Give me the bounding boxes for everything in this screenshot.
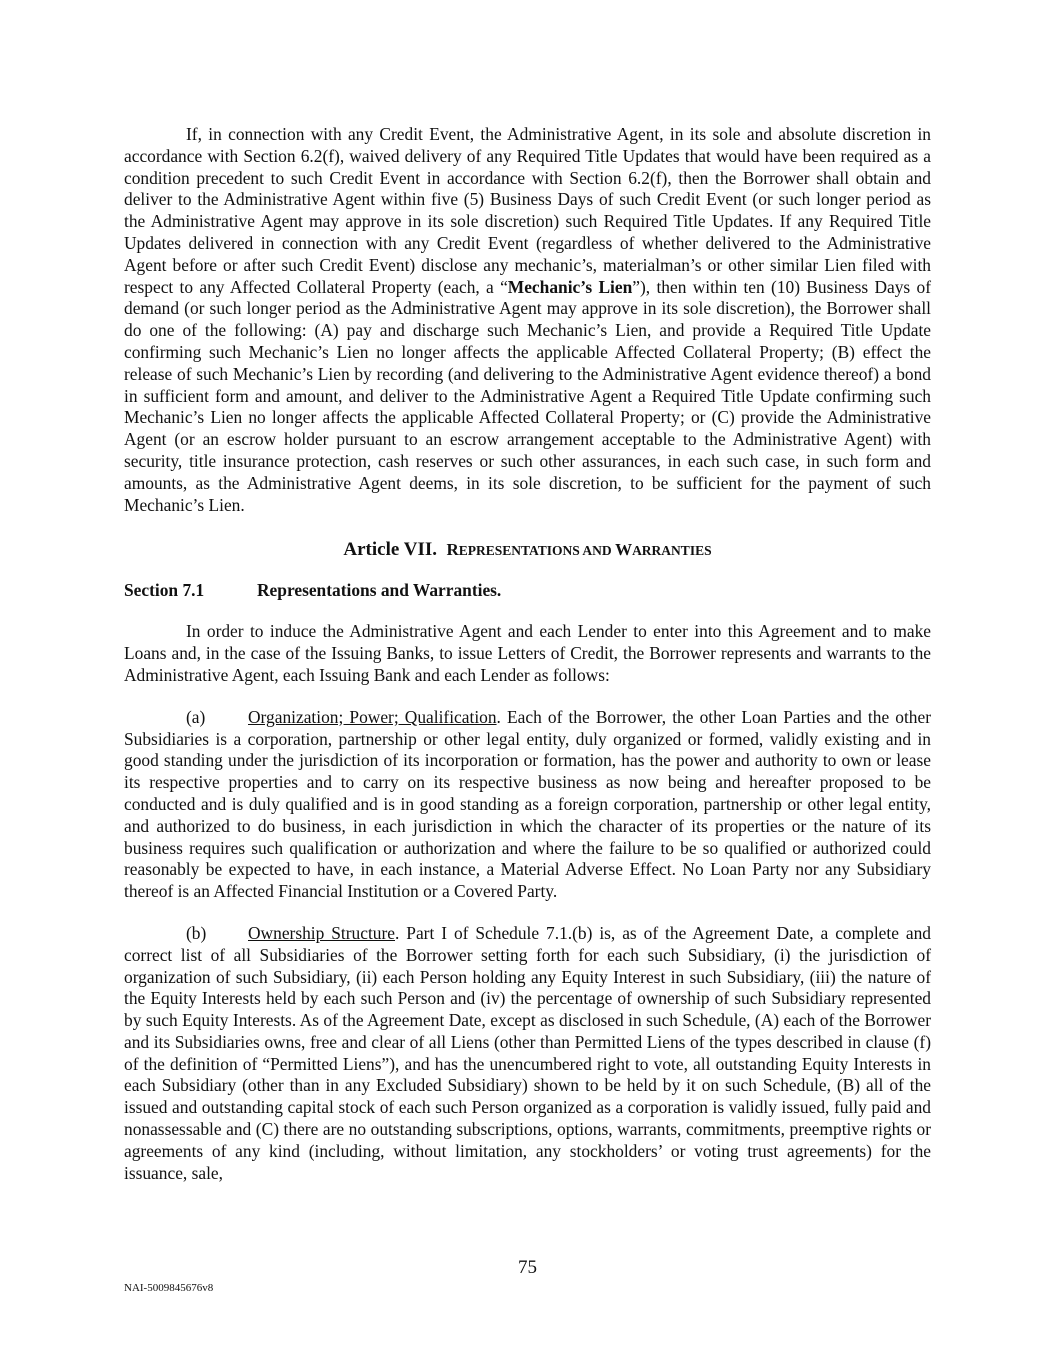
item-b-heading: Ownership Structure — [248, 922, 395, 943]
section-heading — [124, 579, 931, 601]
section-title: Representations and Warranties. — [257, 580, 502, 601]
item-b-label: (b) — [186, 922, 207, 943]
title-update-paragraph — [124, 124, 931, 516]
item-a-label: (a) — [186, 706, 206, 727]
intro-paragraph: In order to induce the Administrative Agent and each Lender to enter into this Agreement and to make Loans and, in the case of the Issuing Banks, to issue Letters of Credit, the Borrower represents and warrants to the Administrative Agent, each Issuing Bank and each Lender as follows: — [124, 621, 931, 685]
item-a-heading: Organization; Power; Qualification — [248, 706, 497, 727]
paragraph-text-part2: ”), then within ten (10) Business Days of demand (or such longer period as the Administrative Agent may approve in its sole discretion), the Borrower shall do one of the following: (A) pay and discharge such Mechanic’s Lien, and provide a Required Title Update confirming such Mechanic’s Lien no longer affects the applicable Affected Collateral Property; (B) effect the release of such Mechanic’s Lien by recording (and delivering to the Administrative Agent evidence thereof) a bond in sufficient form and amount, and deliver to the Administrative Agent a Required Title Update confirming such Mechanic’s Lien no longer affects the applicable Affected Collateral Property; or (C) provide the Administrative Agent (or an escrow holder pursuant to an escrow arrangement acceptable to the Administrative Agent) with security, title insurance protection, cash reserves or such other assurances, in each such case, in such form and amounts, as the Administrative Agent deems, in its sole discretion, to be sufficient for the payment of such Mechanic’s Lien. — [124, 276, 931, 515]
article-title-part2: ARRANTIES — [632, 543, 712, 559]
item-b-paragraph — [124, 923, 931, 1185]
page-number: 75 — [518, 1257, 537, 1278]
item-a-paragraph — [124, 707, 931, 903]
paragraph-text-part1: If, in connection with any Credit Event, the Administrative Agent, in its sole and absolute discretion in accordance with Section 6.2(f), waived delivery of any Required Title Updates that would have been required as a condition precedent to such Credit Event in accordance with Section 6.2(f), then the Borrower shall obtain and deliver to the Administrative Agent within five (5) Business Days of such Credit Event (or such longer period as the Administrative Agent may approve in its sole discretion) such Required Title Updates. If any Required Title Updates delivered in connection with any Credit Event (regardless of whether delivered to the Administrative Agent before or after such Credit Event) disclose any mechanic’s, materialman’s or other similar Lien filed with respect to any Affected Collateral Property (each, a “ — [124, 124, 931, 297]
document-page — [124, 124, 931, 1184]
item-b-text: . Part I of Schedule 7.1.(b) is, as of the Agreement Date, a complete and correct list of all Subsidiaries of the Borrower setting forth for each such Subsidiary, (i) the jurisdiction of organization of such Subsidiary, (ii) each Person holding any Equity Interest in such Subsidiary, (iii) the nature of the Equity Interests held by each such Person and (iv) the percentage of ownership of such Subsidiary represented by such Equity Interests. As of the Agreement Date, except as disclosed in such Schedule, (A) each of the Borrower and its Subsidiaries owns, free and clear of all Liens (other than Permitted Liens of the types described in clause (f) of the definition of “Permitted Liens”), and has the unencumbered right to vote, all outstanding Equity Interests in each Subsidiary (other than in any Excluded Subsidiary) shown to be held by it on such Schedule, (B) all of the issued and outstanding capital stock of each such Person organized as a corporation is validly issued, fully paid and nonassessable and (C) there are no outstanding subscriptions, options, warrants, commitments, preemptive rights or agreements of any kind (including, without limitation, any stockholders’ or voting trust agreements) for the issuance, sale, — [124, 922, 931, 1183]
article-title-r: R — [446, 540, 459, 560]
article-heading — [124, 538, 931, 563]
article-title-w: W — [615, 540, 633, 560]
article-title-part1: EPRESENTATIONS AND — [458, 543, 616, 559]
article-label: Article VII. — [343, 539, 437, 561]
section-number: Section 7.1 — [124, 580, 205, 601]
defined-term-mechanics-lien: Mechanic’s Lien — [507, 276, 633, 297]
document-id: NAI-5009845676v8 — [124, 1282, 214, 1294]
item-a-text: . Each of the Borrower, the other Loan Parties and the other Subsidiaries is a corporation, partnership or other legal entity, duly organized or formed, validly existing and in good standing under the jurisdiction of its incorporation or formation, has the power and authority to own or lease its respective properties and to carry on its respective business as now being and hereafter proposed to be conducted and is duly qualified and is in good standing as a foreign corporation, partnership or other legal entity, and authorized to do business, in each jurisdiction in which the character of its properties or the nature of its business requires such qualification or authorization and where the failure to be so qualified or authorized could reasonably be expected to have, in each instance, a Material Adverse Effect. No Loan Party nor any Subsidiary thereof is an Affected Financial Institution or a Covered Party. — [124, 706, 931, 902]
